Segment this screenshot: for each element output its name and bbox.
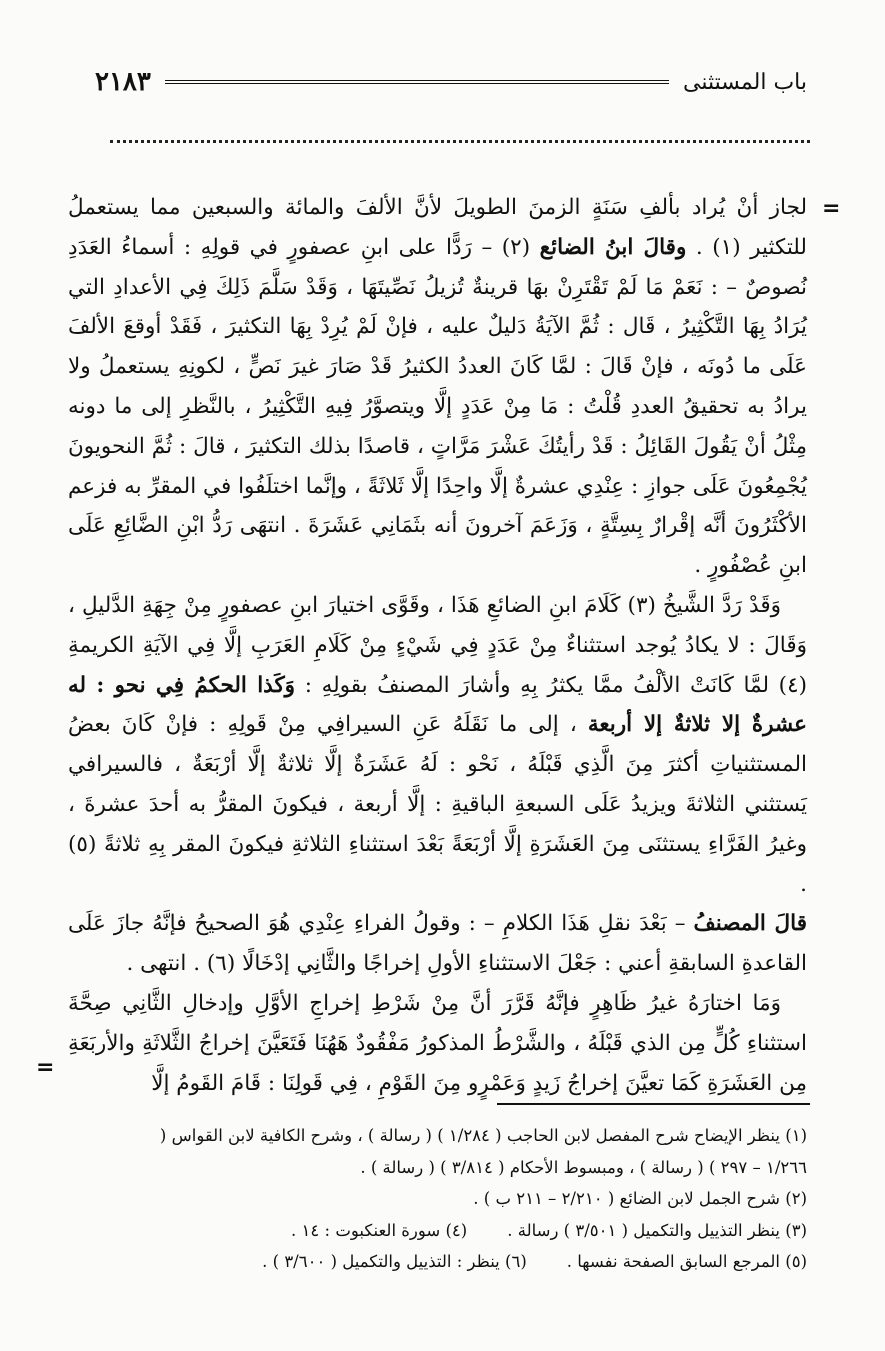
bold-quoted-rule: وَكَذا الحكمُ فِي نحو : له عشرةٌ إلا ثلاثةٌ إلا أربعة	[68, 672, 808, 738]
footnote-3: (٣) ينظر التذييل والتكميل ( ٣/٥٠١ ) رسالة .	[507, 1220, 807, 1240]
text-run: (٢) – رَدًّا على ابنِ عصفورٍ في قولِهِ : أسماءُ العَدَدِ نُصوصٌ – : نَعَمْ مَا لَمْ تَقْتَرِنْ بهَا قرينةٌ تُزيلُ نَصِّيتَهَا ، وَقَدْ سَلَّمَ ذَلِكَ فِي الأعدادِ التي يُرَادُ بِهَا التَّكْثِيرُ ، قَال : ثُمَّ الآيَةُ دَليلٌ عليه ، فإنْ لَمْ يُرِدْ بِهَا التكثيرَ ، فَقَدْ أوقعَ الألفَ عَلَى ما دُونَه ، فإنْ قَالَ : لمَّا كَانَ العددُ الكثيرُ قَدْ صَارَ غيرَ نَصٍّ ، لكونِهِ يستعملُ ولا يرادُ به تحقيقُ العددِ قُلْتُ : مَا مِنْ عَدَدٍ إلَّا ويتصوَّرُ فِيهِ التَّكْثِيرُ ، بالنَّظرِ إلى ما دونه مِثْلُ أنْ يَقُولَ القَائِلُ : قَدْ رأيتُكَ عَشْرَ مَرَّاتٍ ، قاصدًا بذلك التكثيرَ ، قالَ : ثُمَّ النحويونَ يُجْمِعُونَ عَلَى جوازِ : عِنْدِي عشرةٌ إلَّا واحِدًا إلَّا ثَلاثَةً ، وإنَّما اختلَفُوا في المقرِّ به فزعم الأكْثَرُونَ أنَّه إقْرارٌ بِسِتَّةٍ ، وَزَعَمَ آخرونَ أنه بثَمَانِي عَشَرَةَ . انتهَى رَدُّ ابْنِ الضَّائِعِ عَلَى ابنِ عُصْفُورٍ .	[68, 234, 807, 579]
main-text	[68, 188, 807, 1103]
header-rule	[165, 80, 669, 84]
dotted-separator	[110, 140, 810, 143]
footnote-ref-3: (٣)	[627, 592, 656, 618]
text-run: . انتهى .	[126, 951, 207, 977]
page-header	[95, 62, 807, 102]
footnotes	[120, 1120, 807, 1278]
bold-lead-author: قالَ المصنفُ	[693, 911, 807, 937]
text-run: وَقَدْ رَدَّ الشَّيخُ	[655, 592, 781, 618]
footnote-ref-4: (٤)	[778, 672, 808, 698]
text-run: لجاز أنْ يُراد بألفِ سَنَةٍ الزمنَ الطويلَ لأنَّ الألفَ والمائة والسبعين مما يستعملُ للتكثير	[68, 195, 807, 260]
text-run: – بَعْدَ نقلِ هَذَا الكلامِ – : وقولُ الفراءِ عِنْدِي هُوَ الصحيحُ فإنَّهُ جازَ عَلَى القاعدةِ السابقةِ أعني : جَعْلَ الاستثناءِ الأولِ إخراجًا والثَّانِي إدْخَالًا	[68, 911, 807, 977]
footnote-row-5-6	[120, 1246, 807, 1278]
footnote-row-3-4	[120, 1215, 807, 1247]
text-run: كَلَامَ ابنِ الضائعِ هَذَا ، وقَوَّى اختيارَ ابنِ عصفورٍ مِنْ جِهَةِ الدَّليلِ ، وَقَالَ : لا يكادُ يُوجد استثناءٌ مِنْ عَدَدٍ فِي شَيْءٍ مِنْ كَلَامِ العَرَبِ إلَّا فِي الآيَةِ الكريمةِ	[68, 592, 807, 658]
footnote-ref-6: (٦)	[206, 951, 236, 977]
text-run: .	[686, 234, 713, 260]
continuation-mark-bottom: =	[36, 1055, 55, 1080]
footnote-4: (٤) سورة العنكبوت : ١٤ .	[291, 1220, 468, 1240]
continuation-mark-top: =	[822, 196, 841, 221]
text-run: لمَّا كَانَتْ الألْفُ ممَّا يكثرُ بِهِ وأشارَ المصنفُ بقولِهِ :	[295, 672, 779, 698]
paragraph-3	[68, 904, 807, 984]
footnote-5: (٥) المرجع السابق الصفحة نفسها .	[566, 1252, 807, 1271]
paragraph-4: وَمَا اختارَهُ غيرُ ظَاهِرٍ فإنَّهُ قَرَّرَ أنَّ مِنْ شَرْطِ إخراجِ الأوَّلِ وإدخالِ الثَّانِي صِحَّةَ استثناءِ كُلٍّ مِن الذي قَبْلَهُ ، والشَّرْطُ المذكورُ مَفْقُودٌ هَهُنَا فَتَعَيَّنَ إخراجُ الثَّلاثَةِ والأربَعَةِ مِن العَشَرَةِ كَمَا تعيَّنَ إخراجُ زَيدٍ وَعَمْرٍو مِنَ القَوْمِ ، فِي قَولِنَا : قَامَ القَومُ إلَّا	[68, 990, 807, 1096]
page-number: ٢١٨٣	[95, 67, 151, 97]
footnote-ref-1: (١)	[712, 234, 741, 260]
footnote-2: (٢) شرح الجمل لابن الضائع ( ٢/٢١٠ – ٢١١ ب ) .	[473, 1189, 807, 1208]
section-title: باب المستثنى	[683, 69, 807, 95]
footnote-ref-5: (٥)	[68, 831, 97, 857]
footnote-6: (٦) ينظر : التذييل والتكميل ( ٣/٦٠٠ ) .	[262, 1252, 527, 1271]
footnote-rule	[497, 1103, 810, 1105]
paragraph-2	[68, 586, 807, 904]
paragraph-1	[68, 188, 807, 586]
text-run: ، إلى ما نَقَلَهُ عَنِ السيرافِي مِنْ قَولِهِ : فإنْ كَانَ بعضُ المستثنياتِ أكثرَ مِنَ الَّذِي قَبْلَهُ ، نَحْو : لَهُ عَشَرَةٌ إلَّا ثلاثةٌ إلَّا أرْبَعَةٌ ، فالسيرافي يَستثني الثلاثةَ ويزيدُ عَلَى السبعةِ الباقيةِ : إلَّا أربعة ، فيكونَ المقرُّ به أحدَ عشرةَ ، وغيرُ الفَرَّاءِ يستثنَى مِنَ العَشَرَةِ إلَّا أرْبَعَةً بَعْدَ استثناءِ الثلاثةِ فيكونَ المقر بِهِ ثلاثةً	[68, 712, 807, 857]
bold-lead-ibn-al-daie: وقالَ ابنُ الضائع	[539, 234, 687, 260]
text-run: .	[800, 871, 807, 897]
footnote-1: (١) ينظر الإيضاح شرح المفصل لابن الحاجب ( ١/٢٨٤ ) ( رسالة ) ، وشرح الكافية لابن القواس ( ١/٢٦٦ – ٢٩٧ ) ( رسالة ) ، ومبسوط الأحكام ( ٣/٨١٤ ) ( رسالة ) .	[159, 1126, 807, 1177]
